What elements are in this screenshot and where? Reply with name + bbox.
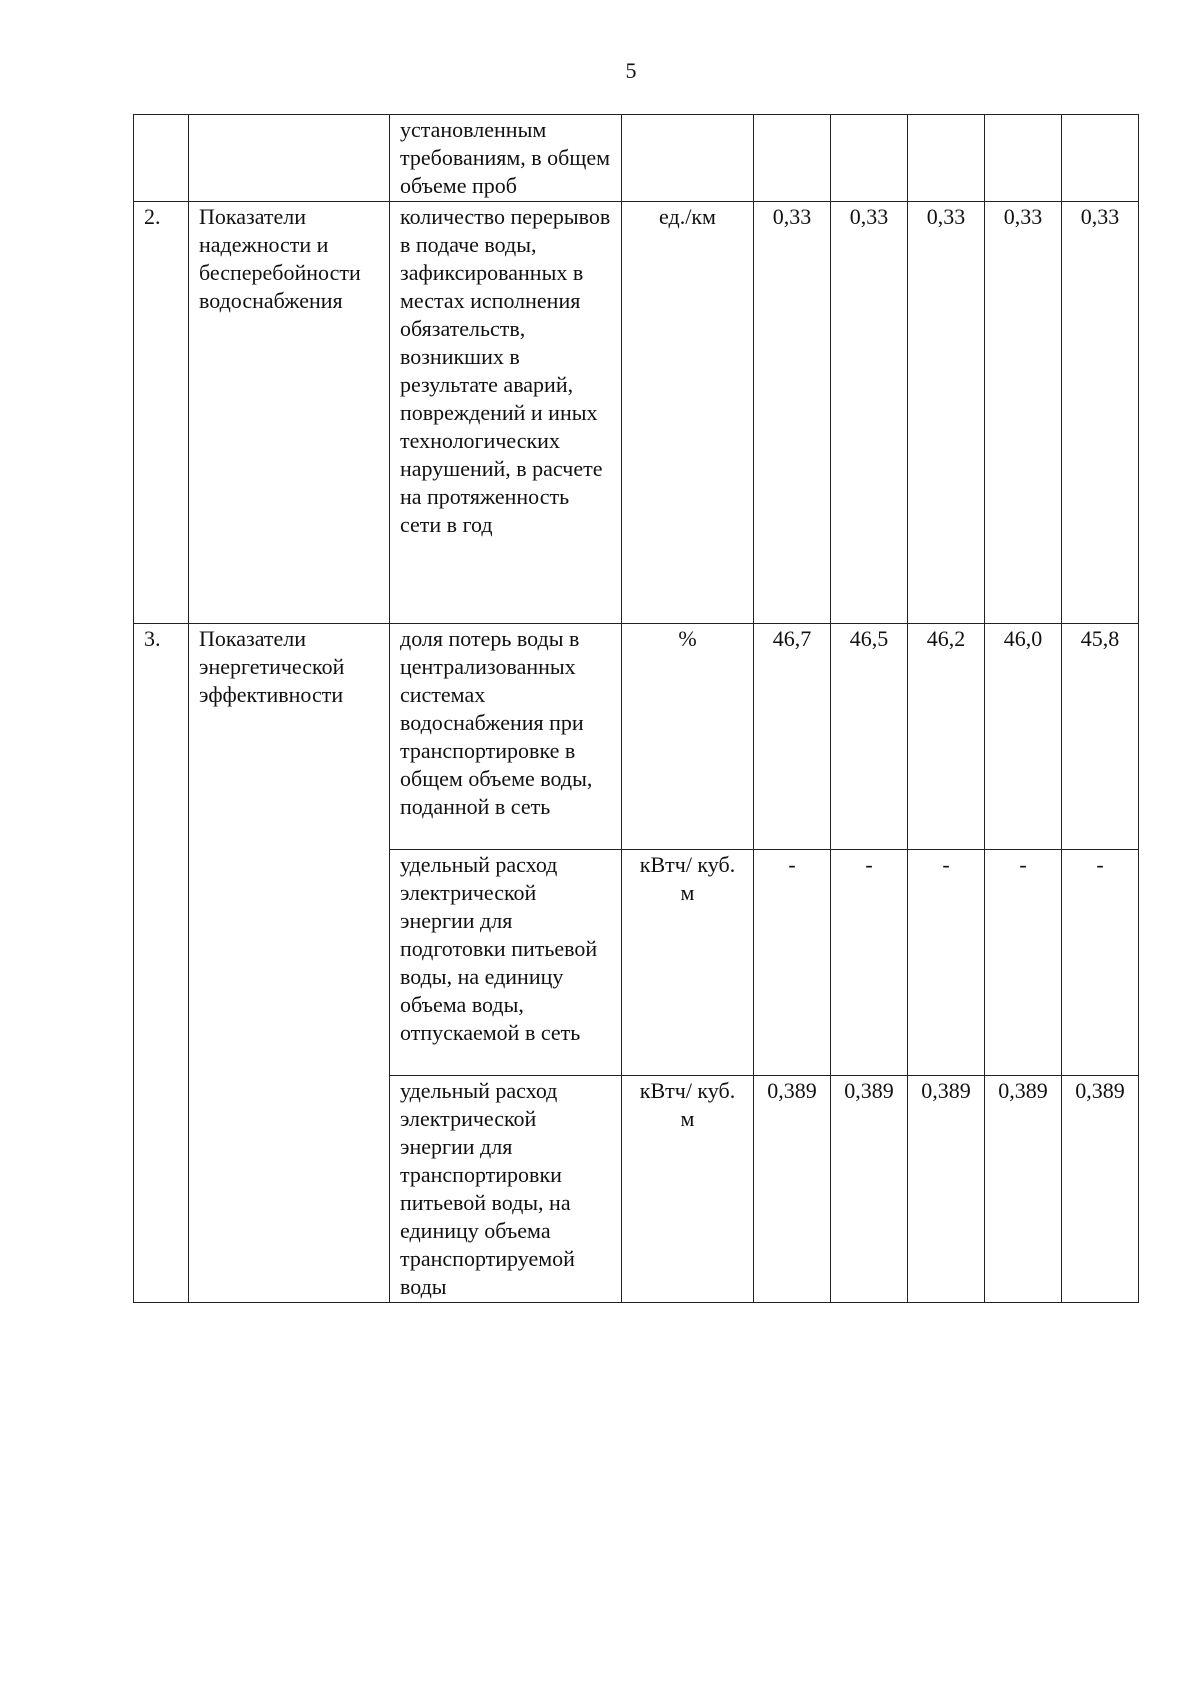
- row-number-cell: [134, 115, 189, 202]
- value-cell: 0,389: [1062, 1076, 1139, 1303]
- value-cell: -: [908, 850, 985, 1076]
- unit-cell: %: [622, 624, 754, 850]
- indicator-description-cell: количество перерывов в подаче воды, зафиксированных в местах исполнения обязательств, возникших в результате аварий, повреждений и иных технологических нарушений, в расчете на протяженность сети в год: [390, 202, 622, 624]
- indicator-group-cell: [189, 115, 390, 202]
- value-cell: [908, 115, 985, 202]
- value-cell: 0,33: [831, 202, 908, 624]
- value-cell: 0,33: [754, 202, 831, 624]
- value-cell: -: [985, 850, 1062, 1076]
- value-cell: 0,389: [908, 1076, 985, 1303]
- table-row: [134, 202, 1139, 624]
- value-cell: [831, 115, 908, 202]
- indicator-description-cell: удельный расход электрической энергии для транспортировки питьевой воды, на единицу объема транспортируемой воды: [390, 1076, 622, 1303]
- indicator-description-cell: удельный расход электрической энергии для подготовки питьевой воды, на единицу объема воды, отпускаемой в сеть: [390, 850, 622, 1076]
- value-cell: [1062, 115, 1139, 202]
- unit-cell: кВтч/ куб. м: [622, 1076, 754, 1303]
- value-cell: [754, 115, 831, 202]
- value-cell: 0,33: [985, 202, 1062, 624]
- value-cell: 0,389: [831, 1076, 908, 1303]
- indicators-table: [133, 114, 1139, 1303]
- table-row: [134, 115, 1139, 202]
- value-cell: [985, 115, 1062, 202]
- table-row: [134, 624, 1139, 850]
- value-cell: 45,8: [1062, 624, 1139, 850]
- value-cell: 0,389: [754, 1076, 831, 1303]
- value-cell: 0,33: [908, 202, 985, 624]
- indicator-group-cell: Показатели энергетической эффективности: [189, 624, 390, 1303]
- row-number-cell: 3.: [134, 624, 189, 1303]
- indicator-group-cell: Показатели надежности и бесперебойности водоснабжения: [189, 202, 390, 624]
- value-cell: 46,0: [985, 624, 1062, 850]
- value-cell: 46,5: [831, 624, 908, 850]
- unit-cell: [622, 115, 754, 202]
- row-number-cell: 2.: [134, 202, 189, 624]
- indicator-description-cell: доля потерь воды в централизованных системах водоснабжения при транспортировке в общем объеме воды, поданной в сеть: [390, 624, 622, 850]
- value-cell: 0,33: [1062, 202, 1139, 624]
- unit-cell: ед./км: [622, 202, 754, 624]
- value-cell: 0,389: [985, 1076, 1062, 1303]
- indicator-description-cell: установленным требованиям, в общем объеме проб: [390, 115, 622, 202]
- value-cell: -: [1062, 850, 1139, 1076]
- value-cell: -: [831, 850, 908, 1076]
- value-cell: 46,7: [754, 624, 831, 850]
- page-number: 5: [625, 58, 637, 83]
- value-cell: 46,2: [908, 624, 985, 850]
- value-cell: -: [754, 850, 831, 1076]
- unit-cell: кВтч/ куб. м: [622, 850, 754, 1076]
